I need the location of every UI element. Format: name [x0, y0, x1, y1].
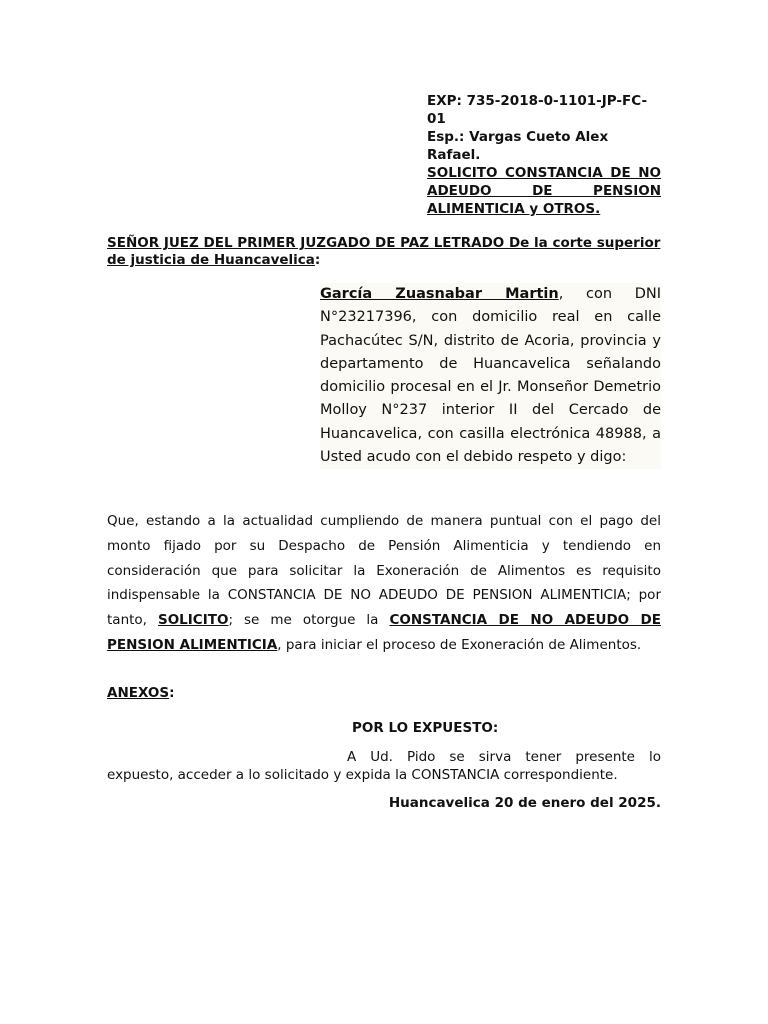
body-end: , para iniciar el proceso de Exoneración de Alimentos. [277, 636, 642, 653]
body-intro: Que, estando a la actualidad cumpliendo de manera puntual con el pago del monto fijado por su Despacho de Pensión Alimenticia y tendiendo en consideración que para solicitar la Exoneración de Alimentos es requisito indispensable la CONSTANCIA DE NO ADEUDO DE PENSION ALIMENTICIA; por tanto, [107, 513, 661, 629]
anexos-label: ANEXOS [107, 685, 170, 701]
body-solicito: SOLICITO [157, 612, 229, 629]
request-subject: SOLICITO CONSTANCIA DE NO ADEUDO DE PENSION ALIMENTICIA y OTROS. [427, 165, 661, 217]
closing-petition: A Ud. Pido se sirva tener presente lo expuesto, acceder a lo solicitado y expida la CONSTANCIA correspondiente. [107, 749, 661, 783]
petitioner-details: , con DNI N°23217396, con domicilio real en calle Pachacútec S/N, distrito de Acoria, provincia y departamento de Huancavelica señalando domicilio procesal en el Jr. Monseñor Demetrio Molloy N°237 interior II del Cercado de Huancavelica, con casilla electrónica 48988, a Usted acudo con el debido respeto y digo: [320, 286, 662, 466]
body-constancia: CONSTANCIA DE NO ADEUDO DE PENSION ALIMENTICIA [107, 612, 661, 653]
request-body [107, 509, 661, 658]
petitioner-paragraph [320, 283, 661, 469]
addressee-colon: : [314, 252, 321, 268]
case-number: EXP: 735-2018-0-1101-JP-FC-01 [427, 93, 648, 127]
por-lo-expuesto: POR LO EXPUESTO: [352, 720, 499, 736]
case-specialist: Esp.: Vargas Cueto Alex Rafael. [427, 129, 609, 163]
addressee-text: SEÑOR JUEZ DEL PRIMER JUZGADO DE PAZ LETRADO De la corte superior de justicia de Huancavelica [107, 235, 661, 268]
petitioner-name: García Zuasnabar Martin [320, 286, 559, 302]
case-header [427, 92, 661, 218]
addressee [107, 235, 667, 269]
anexos-colon: : [169, 685, 175, 701]
body-middle: ; se me otorgue la [228, 612, 390, 629]
anexos-heading [107, 685, 175, 701]
place-and-date: Huancavelica 20 de enero del 2025. [388, 795, 661, 811]
